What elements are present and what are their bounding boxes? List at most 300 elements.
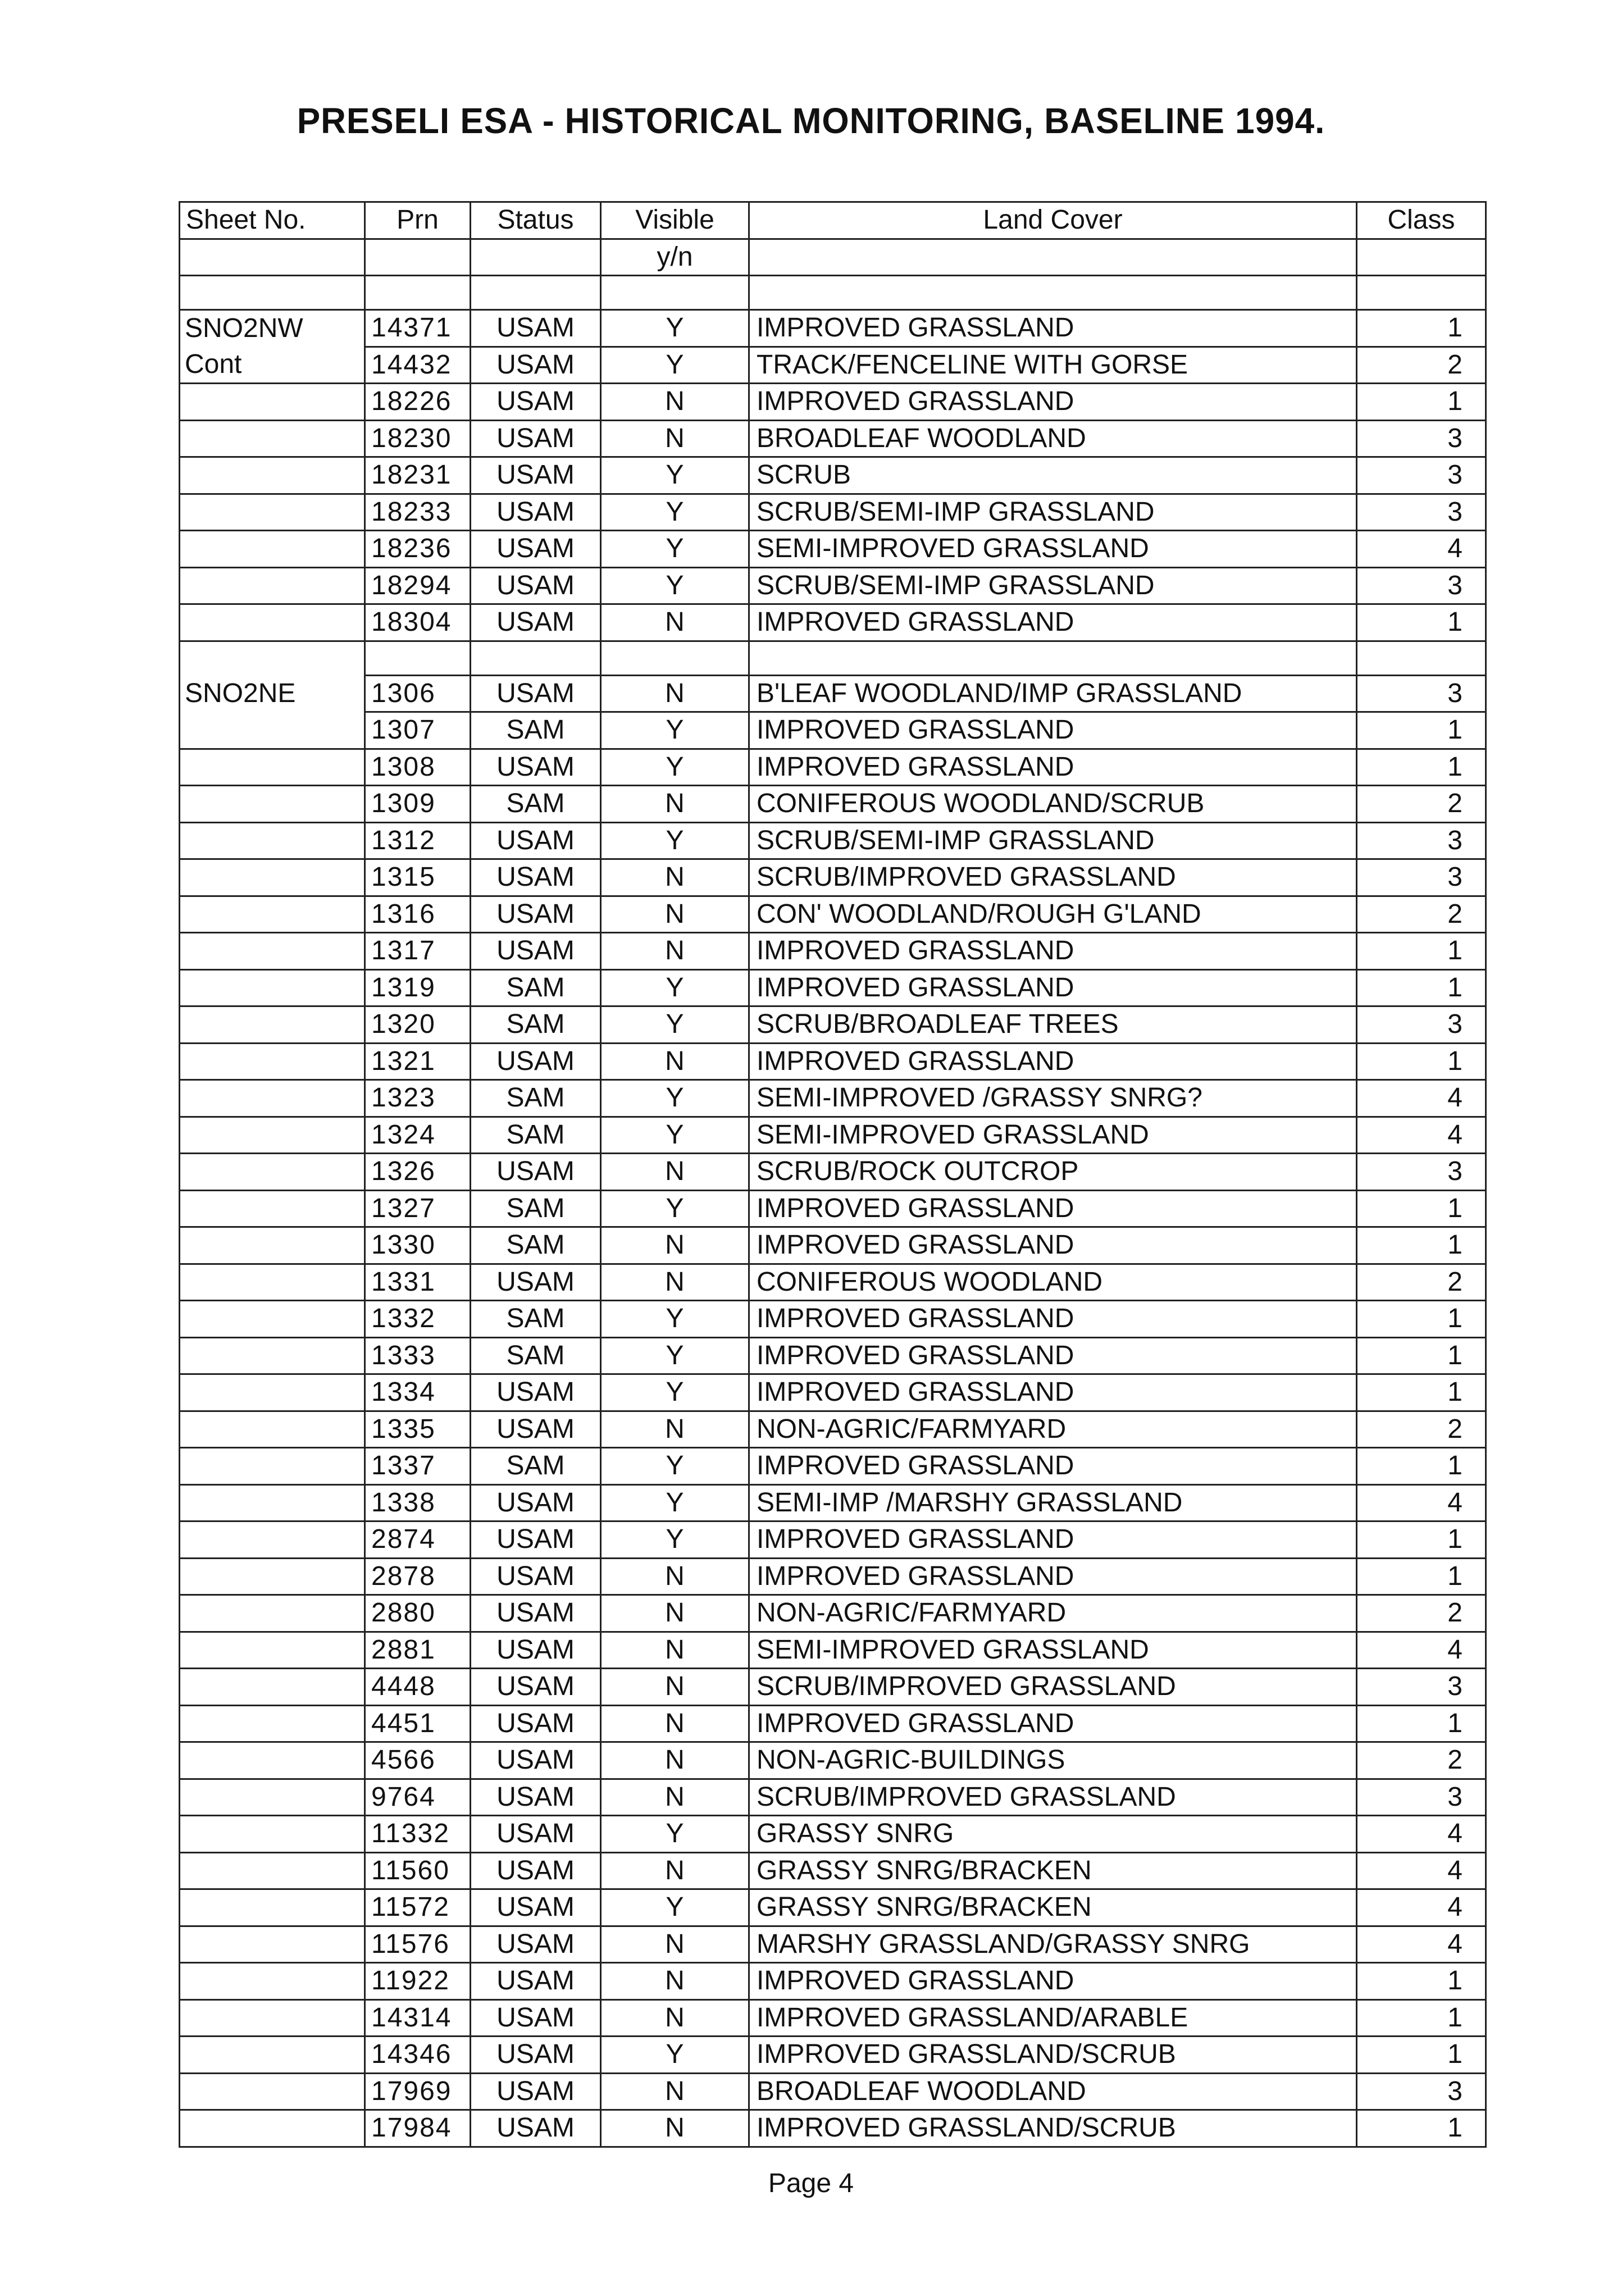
table-row bbox=[180, 1852, 1486, 1889]
status-cell: SAM bbox=[471, 1227, 601, 1264]
status-cell: USAM bbox=[471, 1963, 601, 2000]
header-status: Status bbox=[471, 202, 601, 239]
status-cell: USAM bbox=[471, 675, 601, 712]
status-cell: USAM bbox=[471, 1669, 601, 1706]
sheet-cell bbox=[180, 1852, 365, 1889]
land-cover-cell: IMPROVED GRASSLAND/SCRUB bbox=[749, 2110, 1357, 2147]
land-cover-cell: NON-AGRIC/FARMYARD bbox=[749, 1411, 1357, 1448]
land-cover-cell: IMPROVED GRASSLAND bbox=[749, 1190, 1357, 1227]
land-cover-cell: MARSHY GRASSLAND/GRASSY SNRG bbox=[749, 1926, 1357, 1963]
visible-cell: N bbox=[601, 1669, 749, 1706]
class-cell: 3 bbox=[1357, 859, 1486, 896]
table-row bbox=[180, 1337, 1486, 1374]
visible-cell: Y bbox=[601, 1521, 749, 1559]
prn-cell: 2878 bbox=[365, 1558, 471, 1595]
sheet-cell bbox=[180, 712, 365, 749]
table-row bbox=[180, 1779, 1486, 1816]
visible-cell: Y bbox=[601, 1337, 749, 1374]
land-cover-cell: SCRUB/IMPROVED GRASSLAND bbox=[749, 1779, 1357, 1816]
class-cell: 1 bbox=[1357, 1227, 1486, 1264]
prn-cell: 1312 bbox=[365, 822, 471, 859]
spacer-cell bbox=[180, 641, 365, 675]
table-row bbox=[180, 310, 1486, 347]
class-cell: 2 bbox=[1357, 1264, 1486, 1301]
table-row bbox=[180, 2037, 1486, 2074]
status-cell: USAM bbox=[471, 1558, 601, 1595]
class-cell: 4 bbox=[1357, 1080, 1486, 1117]
status-cell: USAM bbox=[471, 1264, 601, 1301]
prn-cell: 1331 bbox=[365, 1264, 471, 1301]
status-cell: USAM bbox=[471, 1889, 601, 1926]
prn-cell: 18226 bbox=[365, 384, 471, 421]
prn-cell: 1337 bbox=[365, 1448, 471, 1485]
sheet-cell bbox=[180, 1264, 365, 1301]
table-row bbox=[180, 1999, 1486, 2037]
table-row bbox=[180, 859, 1486, 896]
class-cell: 4 bbox=[1357, 1632, 1486, 1669]
sheet-cell bbox=[180, 1190, 365, 1227]
prn-cell: 1320 bbox=[365, 1006, 471, 1044]
sheet-cell bbox=[180, 822, 365, 859]
table-row bbox=[180, 933, 1486, 970]
status-cell: USAM bbox=[471, 1926, 601, 1963]
table-row bbox=[180, 1080, 1486, 1117]
prn-cell: 1330 bbox=[365, 1227, 471, 1264]
sheet-cell bbox=[180, 604, 365, 641]
land-cover-cell: SEMI-IMP /MARSHY GRASSLAND bbox=[749, 1484, 1357, 1521]
status-cell: USAM bbox=[471, 1595, 601, 1632]
sheet-cell bbox=[180, 1779, 365, 1816]
status-cell: USAM bbox=[471, 2037, 601, 2074]
visible-cell: Y bbox=[601, 822, 749, 859]
class-cell: 1 bbox=[1357, 1705, 1486, 1742]
land-cover-cell: IMPROVED GRASSLAND/SCRUB bbox=[749, 2037, 1357, 2074]
prn-cell: 4448 bbox=[365, 1669, 471, 1706]
visible-cell: N bbox=[601, 675, 749, 712]
status-cell: USAM bbox=[471, 1999, 601, 2037]
visible-cell: N bbox=[601, 1779, 749, 1816]
sheet-cell bbox=[180, 1411, 365, 1448]
sheet-cell bbox=[180, 1117, 365, 1154]
visible-cell: N bbox=[601, 786, 749, 823]
visible-cell: N bbox=[601, 1558, 749, 1595]
sheet-cell bbox=[180, 1154, 365, 1191]
land-cover-cell: IMPROVED GRASSLAND bbox=[749, 1963, 1357, 2000]
table-row bbox=[180, 494, 1486, 531]
status-cell: USAM bbox=[471, 1632, 601, 1669]
class-cell: 1 bbox=[1357, 1337, 1486, 1374]
status-cell: USAM bbox=[471, 567, 601, 604]
class-cell: 3 bbox=[1357, 567, 1486, 604]
class-cell: 1 bbox=[1357, 310, 1486, 347]
prn-cell: 1332 bbox=[365, 1301, 471, 1338]
class-cell: 2 bbox=[1357, 347, 1486, 384]
table-row bbox=[180, 1484, 1486, 1521]
visible-cell: N bbox=[601, 420, 749, 457]
spacer-cell bbox=[1357, 641, 1486, 675]
status-cell: USAM bbox=[471, 1411, 601, 1448]
land-cover-cell: IMPROVED GRASSLAND bbox=[749, 1374, 1357, 1411]
status-cell: SAM bbox=[471, 712, 601, 749]
land-cover-cell: IMPROVED GRASSLAND bbox=[749, 712, 1357, 749]
prn-cell: 1335 bbox=[365, 1411, 471, 1448]
sheet-cell bbox=[180, 1374, 365, 1411]
sheet-cell bbox=[180, 1595, 365, 1632]
sheet-cell bbox=[180, 1006, 365, 1044]
table-row bbox=[180, 1264, 1486, 1301]
class-cell: 4 bbox=[1357, 1926, 1486, 1963]
status-cell: USAM bbox=[471, 347, 601, 384]
land-cover-cell: IMPROVED GRASSLAND bbox=[749, 1043, 1357, 1080]
visible-cell: N bbox=[601, 1227, 749, 1264]
status-cell: USAM bbox=[471, 384, 601, 421]
land-cover-cell: SCRUB/SEMI-IMP GRASSLAND bbox=[749, 494, 1357, 531]
land-cover-cell: SCRUB/IMPROVED GRASSLAND bbox=[749, 859, 1357, 896]
sheet-cell bbox=[180, 1963, 365, 2000]
land-cover-cell: IMPROVED GRASSLAND bbox=[749, 933, 1357, 970]
prn-cell: 1323 bbox=[365, 1080, 471, 1117]
table-row bbox=[180, 1154, 1486, 1191]
sheet-cell bbox=[180, 859, 365, 896]
visible-cell: Y bbox=[601, 457, 749, 494]
table-row bbox=[180, 1006, 1486, 1044]
prn-cell: 14432 bbox=[365, 347, 471, 384]
visible-cell: N bbox=[601, 1043, 749, 1080]
status-cell: USAM bbox=[471, 1374, 601, 1411]
prn-cell: 11922 bbox=[365, 1963, 471, 2000]
visible-cell: Y bbox=[601, 347, 749, 384]
class-cell: 3 bbox=[1357, 1779, 1486, 1816]
land-cover-cell: CONIFEROUS WOODLAND/SCRUB bbox=[749, 786, 1357, 823]
status-cell: USAM bbox=[471, 310, 601, 347]
class-cell: 1 bbox=[1357, 1558, 1486, 1595]
sheet-cell bbox=[180, 1301, 365, 1338]
spacer-cell bbox=[601, 641, 749, 675]
visible-cell: Y bbox=[601, 567, 749, 604]
status-cell: SAM bbox=[471, 1006, 601, 1044]
land-cover-cell: IMPROVED GRASSLAND bbox=[749, 310, 1357, 347]
table-row bbox=[180, 1816, 1486, 1853]
header-visible: Visible bbox=[601, 202, 749, 239]
table-row bbox=[180, 347, 1486, 384]
sheet-cell bbox=[180, 749, 365, 786]
status-cell: USAM bbox=[471, 494, 601, 531]
sheet-cell bbox=[180, 1742, 365, 1779]
land-cover-cell: GRASSY SNRG/BRACKEN bbox=[749, 1852, 1357, 1889]
prn-cell: 1315 bbox=[365, 859, 471, 896]
land-cover-cell: CON' WOODLAND/ROUGH G'LAND bbox=[749, 896, 1357, 933]
prn-cell: 1333 bbox=[365, 1337, 471, 1374]
land-cover-cell: BROADLEAF WOODLAND bbox=[749, 2073, 1357, 2110]
status-cell: SAM bbox=[471, 1337, 601, 1374]
page-number: Page 4 bbox=[768, 2169, 854, 2198]
prn-cell: 14314 bbox=[365, 1999, 471, 2037]
class-cell: 3 bbox=[1357, 822, 1486, 859]
table-row bbox=[180, 1632, 1486, 1669]
status-cell: USAM bbox=[471, 1742, 601, 1779]
table-row bbox=[180, 1117, 1486, 1154]
sheet-cell bbox=[180, 2110, 365, 2147]
class-cell: 4 bbox=[1357, 531, 1486, 568]
prn-cell: 4566 bbox=[365, 1742, 471, 1779]
status-cell: SAM bbox=[471, 1301, 601, 1338]
land-cover-cell: IMPROVED GRASSLAND/ARABLE bbox=[749, 1999, 1357, 2037]
status-cell: USAM bbox=[471, 822, 601, 859]
class-cell: 1 bbox=[1357, 712, 1486, 749]
class-cell: 2 bbox=[1357, 786, 1486, 823]
sheet-cell bbox=[180, 933, 365, 970]
prn-cell: 11576 bbox=[365, 1926, 471, 1963]
visible-cell: N bbox=[601, 1705, 749, 1742]
table-row bbox=[180, 1043, 1486, 1080]
header-class: Class bbox=[1357, 202, 1486, 239]
land-cover-cell: IMPROVED GRASSLAND bbox=[749, 384, 1357, 421]
table-row bbox=[180, 531, 1486, 568]
visible-cell: N bbox=[601, 2110, 749, 2147]
sheet-cell bbox=[180, 1484, 365, 1521]
class-cell: 3 bbox=[1357, 1006, 1486, 1044]
class-cell: 1 bbox=[1357, 1374, 1486, 1411]
land-cover-cell: SEMI-IMPROVED /GRASSY SNRG? bbox=[749, 1080, 1357, 1117]
land-cover-cell: IMPROVED GRASSLAND bbox=[749, 1301, 1357, 1338]
class-cell: 3 bbox=[1357, 494, 1486, 531]
prn-cell: 18236 bbox=[365, 531, 471, 568]
prn-cell: 1327 bbox=[365, 1190, 471, 1227]
table-row bbox=[180, 712, 1486, 749]
visible-cell: N bbox=[601, 604, 749, 641]
table-row bbox=[180, 1227, 1486, 1264]
table-row bbox=[180, 1374, 1486, 1411]
table-row bbox=[180, 1301, 1486, 1338]
prn-cell: 1309 bbox=[365, 786, 471, 823]
prn-cell: 1338 bbox=[365, 1484, 471, 1521]
status-cell: USAM bbox=[471, 2110, 601, 2147]
visible-cell: N bbox=[601, 1154, 749, 1191]
header-sub-empty bbox=[365, 239, 471, 276]
table-row bbox=[180, 1595, 1486, 1632]
sheet-cell bbox=[180, 969, 365, 1006]
visible-cell: N bbox=[601, 1852, 749, 1889]
land-cover-cell: GRASSY SNRG bbox=[749, 1816, 1357, 1853]
spacer-cell bbox=[365, 641, 471, 675]
visible-cell: Y bbox=[601, 1448, 749, 1485]
land-cover-cell: IMPROVED GRASSLAND bbox=[749, 604, 1357, 641]
visible-cell: N bbox=[601, 1264, 749, 1301]
status-cell: USAM bbox=[471, 749, 601, 786]
visible-cell: Y bbox=[601, 712, 749, 749]
visible-cell: Y bbox=[601, 1006, 749, 1044]
class-cell: 1 bbox=[1357, 2037, 1486, 2074]
class-cell: 1 bbox=[1357, 384, 1486, 421]
spacer-cell bbox=[471, 276, 601, 310]
land-cover-cell: NON-AGRIC-BUILDINGS bbox=[749, 1742, 1357, 1779]
header-prn: Prn bbox=[365, 202, 471, 239]
sheet-cell bbox=[180, 2037, 365, 2074]
class-cell: 1 bbox=[1357, 933, 1486, 970]
class-cell: 1 bbox=[1357, 1190, 1486, 1227]
sheet-cell bbox=[180, 1080, 365, 1117]
table-row bbox=[180, 1889, 1486, 1926]
sheet-cell bbox=[180, 1558, 365, 1595]
prn-cell: 1326 bbox=[365, 1154, 471, 1191]
sheet-cell bbox=[180, 896, 365, 933]
prn-cell: 4451 bbox=[365, 1705, 471, 1742]
land-cover-cell: SEMI-IMPROVED GRASSLAND bbox=[749, 531, 1357, 568]
sheet-cell bbox=[180, 1632, 365, 1669]
visible-cell: Y bbox=[601, 1484, 749, 1521]
land-cover-cell: IMPROVED GRASSLAND bbox=[749, 969, 1357, 1006]
table-row bbox=[180, 567, 1486, 604]
prn-cell: 9764 bbox=[365, 1779, 471, 1816]
land-cover-cell: SEMI-IMPROVED GRASSLAND bbox=[749, 1632, 1357, 1669]
table-row bbox=[180, 786, 1486, 823]
prn-cell: 18233 bbox=[365, 494, 471, 531]
visible-cell: N bbox=[601, 1742, 749, 1779]
status-cell: USAM bbox=[471, 1043, 601, 1080]
spacer-cell bbox=[749, 276, 1357, 310]
status-cell: USAM bbox=[471, 1154, 601, 1191]
status-cell: USAM bbox=[471, 859, 601, 896]
sheet-cell bbox=[180, 1448, 365, 1485]
table-row bbox=[180, 1669, 1486, 1706]
table-row bbox=[180, 1705, 1486, 1742]
header-row bbox=[180, 202, 1486, 239]
sheet-cell bbox=[180, 1337, 365, 1374]
visible-cell: Y bbox=[601, 1816, 749, 1853]
table-row bbox=[180, 2073, 1486, 2110]
prn-cell: 14346 bbox=[365, 2037, 471, 2074]
sheet-cell bbox=[180, 1926, 365, 1963]
land-cover-cell: TRACK/FENCELINE WITH GORSE bbox=[749, 347, 1357, 384]
prn-cell: 2874 bbox=[365, 1521, 471, 1559]
land-cover-cell: IMPROVED GRASSLAND bbox=[749, 749, 1357, 786]
visible-cell: N bbox=[601, 1999, 749, 2037]
sheet-cell bbox=[180, 1669, 365, 1706]
prn-cell: 18231 bbox=[365, 457, 471, 494]
prn-cell: 18294 bbox=[365, 567, 471, 604]
sheet-cell bbox=[180, 494, 365, 531]
table-row bbox=[180, 749, 1486, 786]
class-cell: 3 bbox=[1357, 1154, 1486, 1191]
class-cell: 2 bbox=[1357, 1595, 1486, 1632]
sheet-cell bbox=[180, 1705, 365, 1742]
prn-cell: 1316 bbox=[365, 896, 471, 933]
prn-cell: 17969 bbox=[365, 2073, 471, 2110]
land-cover-cell: BROADLEAF WOODLAND bbox=[749, 420, 1357, 457]
visible-cell: N bbox=[601, 2073, 749, 2110]
class-cell: 2 bbox=[1357, 1411, 1486, 1448]
visible-cell: Y bbox=[601, 2037, 749, 2074]
visible-cell: Y bbox=[601, 1889, 749, 1926]
sheet-cell bbox=[180, 786, 365, 823]
visible-cell: Y bbox=[601, 1080, 749, 1117]
class-cell: 1 bbox=[1357, 1963, 1486, 2000]
land-cover-cell: IMPROVED GRASSLAND bbox=[749, 1705, 1357, 1742]
status-cell: SAM bbox=[471, 1448, 601, 1485]
status-cell: USAM bbox=[471, 1705, 601, 1742]
land-cover-cell: SCRUB/BROADLEAF TREES bbox=[749, 1006, 1357, 1044]
table-row bbox=[180, 1190, 1486, 1227]
sheet-cell bbox=[180, 1521, 365, 1559]
sheet-cell bbox=[180, 1816, 365, 1853]
sheet-cell: SNO2NW bbox=[180, 310, 365, 347]
class-cell: 1 bbox=[1357, 1448, 1486, 1485]
sheet-cell bbox=[180, 1889, 365, 1926]
header-sub-empty bbox=[749, 239, 1357, 276]
sheet-cell bbox=[180, 531, 365, 568]
sheet-cell bbox=[180, 420, 365, 457]
visible-cell: Y bbox=[601, 310, 749, 347]
spacer-cell bbox=[749, 641, 1357, 675]
status-cell: SAM bbox=[471, 1117, 601, 1154]
status-cell: USAM bbox=[471, 420, 601, 457]
table-row bbox=[180, 1411, 1486, 1448]
class-cell: 3 bbox=[1357, 2073, 1486, 2110]
class-cell: 3 bbox=[1357, 675, 1486, 712]
table-row bbox=[180, 969, 1486, 1006]
class-cell: 4 bbox=[1357, 1889, 1486, 1926]
land-cover-cell: SCRUB/IMPROVED GRASSLAND bbox=[749, 1669, 1357, 1706]
table-row bbox=[180, 896, 1486, 933]
prn-cell: 1321 bbox=[365, 1043, 471, 1080]
header-sub-empty bbox=[471, 239, 601, 276]
spacer-row bbox=[180, 276, 1486, 310]
sheet-cell: SNO2NE bbox=[180, 675, 365, 712]
visible-cell: N bbox=[601, 859, 749, 896]
class-cell: 4 bbox=[1357, 1816, 1486, 1853]
sheet-cell bbox=[180, 384, 365, 421]
status-cell: SAM bbox=[471, 1190, 601, 1227]
land-cover-cell: IMPROVED GRASSLAND bbox=[749, 1337, 1357, 1374]
class-cell: 2 bbox=[1357, 1742, 1486, 1779]
spacer-cell bbox=[1357, 276, 1486, 310]
prn-cell: 18230 bbox=[365, 420, 471, 457]
visible-cell: N bbox=[601, 1632, 749, 1669]
table-row bbox=[180, 604, 1486, 641]
table-row bbox=[180, 2110, 1486, 2147]
visible-cell: Y bbox=[601, 749, 749, 786]
land-cover-cell: SCRUB/ROCK OUTCROP bbox=[749, 1154, 1357, 1191]
monitoring-table bbox=[179, 201, 1487, 2148]
spacer-cell bbox=[365, 276, 471, 310]
spacer-row bbox=[180, 641, 1486, 675]
prn-cell: 1306 bbox=[365, 675, 471, 712]
table-body bbox=[180, 202, 1486, 2147]
table-row bbox=[180, 1558, 1486, 1595]
table-row bbox=[180, 1521, 1486, 1559]
land-cover-cell: GRASSY SNRG/BRACKEN bbox=[749, 1889, 1357, 1926]
prn-cell: 2880 bbox=[365, 1595, 471, 1632]
prn-cell: 11560 bbox=[365, 1852, 471, 1889]
table-row bbox=[180, 822, 1486, 859]
prn-cell: 2881 bbox=[365, 1632, 471, 1669]
visible-cell: Y bbox=[601, 1374, 749, 1411]
sheet-cell bbox=[180, 567, 365, 604]
prn-cell: 1319 bbox=[365, 969, 471, 1006]
header-land-cover: Land Cover bbox=[749, 202, 1357, 239]
class-cell: 1 bbox=[1357, 2110, 1486, 2147]
class-cell: 1 bbox=[1357, 1301, 1486, 1338]
prn-cell: 1307 bbox=[365, 712, 471, 749]
page-title: PRESELI ESA - HISTORICAL MONITORING, BASELINE 1994. bbox=[297, 101, 1325, 141]
prn-cell: 14371 bbox=[365, 310, 471, 347]
class-cell: 2 bbox=[1357, 896, 1486, 933]
land-cover-cell: SCRUB/SEMI-IMP GRASSLAND bbox=[749, 567, 1357, 604]
land-cover-cell: SCRUB/SEMI-IMP GRASSLAND bbox=[749, 822, 1357, 859]
class-cell: 1 bbox=[1357, 1999, 1486, 2037]
land-cover-cell: IMPROVED GRASSLAND bbox=[749, 1227, 1357, 1264]
prn-cell: 17984 bbox=[365, 2110, 471, 2147]
